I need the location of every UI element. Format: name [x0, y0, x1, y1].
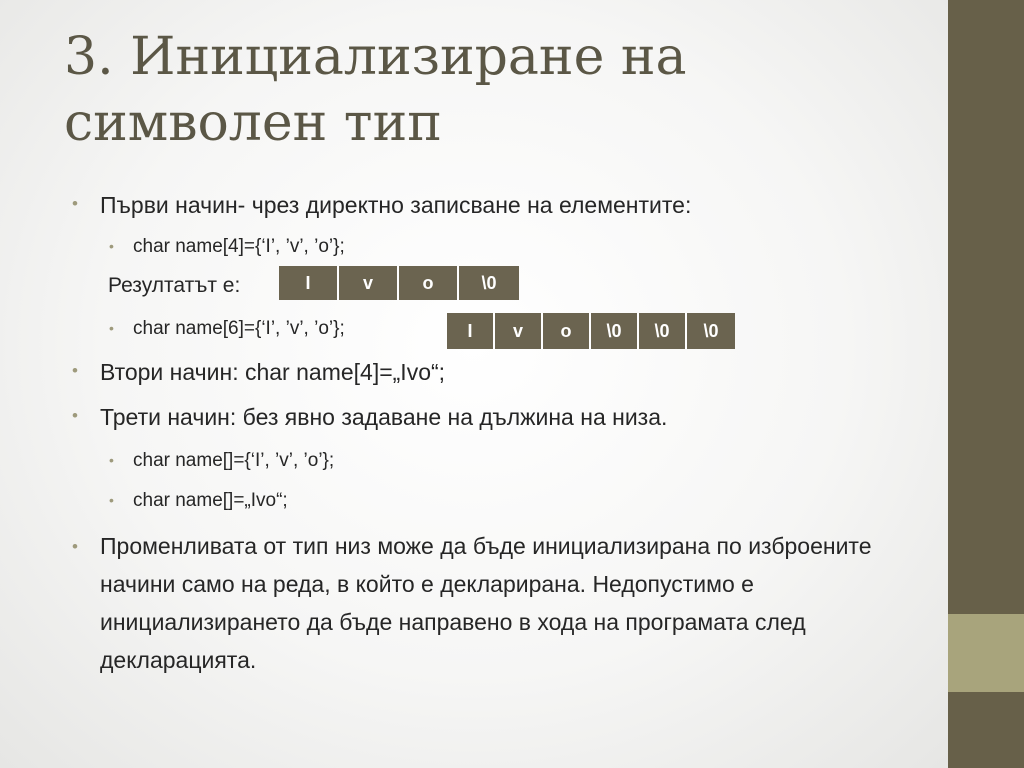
array-cell: \0 — [639, 313, 687, 349]
array-cell: \0 — [459, 266, 519, 300]
title-line-2: символен тип — [64, 93, 442, 153]
bullet-first-way — [72, 192, 692, 219]
example-4-code: char name[]=„Ivo“; — [133, 490, 288, 511]
array-cell: I — [279, 266, 339, 300]
bullet-marker: • — [109, 452, 114, 468]
sidebar-accent-block — [948, 614, 1024, 692]
array-cell: v — [339, 266, 399, 300]
sub-bullet-example-4 — [109, 490, 288, 512]
bullet-marker: • — [109, 320, 114, 336]
array-cell: o — [543, 313, 591, 349]
title-line-1: 3. Инициализиране на — [64, 27, 687, 87]
bullet-third-way — [72, 404, 668, 431]
sub-bullet-example-2 — [109, 318, 345, 340]
char-array-4 — [279, 266, 519, 300]
bullet-marker: • — [72, 406, 78, 425]
third-way-text: Трети начин: без явно задаване на дължина на низа. — [100, 404, 668, 430]
array-cell: v — [495, 313, 543, 349]
example-2-code: char name[6]={‘I’, ’v’, ’o’}; — [133, 318, 345, 339]
first-way-text: Първи начин- чрез директно записване на елементите: — [100, 192, 692, 218]
example-3-code: char name[]={‘I’, ’v’, ’o’}; — [133, 450, 335, 471]
array-cell: \0 — [591, 313, 639, 349]
bullet-marker: • — [109, 238, 114, 254]
array-cell: o — [399, 266, 459, 300]
bullet-marker: • — [72, 361, 78, 380]
bullet-note — [72, 527, 920, 679]
array-cell: \0 — [687, 313, 735, 349]
array-cell: I — [447, 313, 495, 349]
note-text: Променливата от тип низ може да бъде инициализирана по изброените начини само на реда, в който е декларирана. Недопустимо е инициализирането да бъде направено в хода на програмата след декларацията. — [100, 533, 872, 673]
sub-bullet-example-3 — [109, 450, 335, 472]
sub-bullet-example-1 — [109, 236, 345, 258]
result-label: Резултатът е: — [108, 274, 241, 297]
bullet-marker: • — [72, 194, 78, 213]
char-array-6 — [447, 313, 735, 349]
example-1-code: char name[4]={‘I’, ’v’, ’o’}; — [133, 236, 345, 257]
bullet-marker: • — [72, 537, 78, 556]
slide-title — [64, 24, 924, 156]
second-way-text: Втори начин: char name[4]=„Ivo“; — [100, 359, 446, 385]
bullet-second-way — [72, 359, 446, 386]
bullet-marker: • — [109, 492, 114, 508]
